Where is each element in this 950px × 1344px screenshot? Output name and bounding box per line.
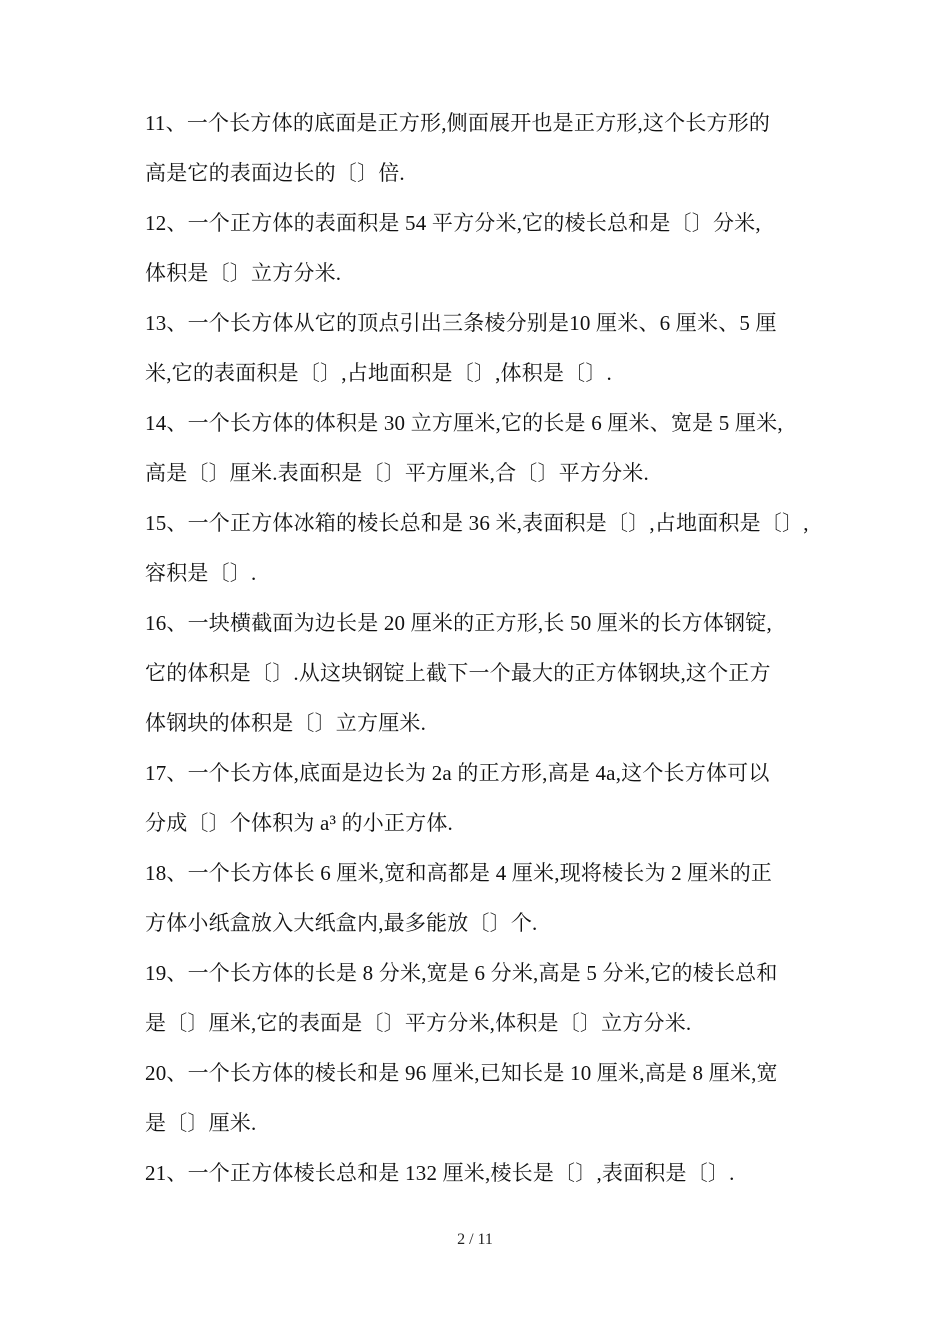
text-line: 是〔〕厘米,它的表面是〔〕平方分米,体积是〔〕立方分米. — [145, 1011, 692, 1035]
text-line: 是〔〕厘米. — [145, 1111, 257, 1135]
text-line: 15、一个正方体冰箱的棱长总和是 36 米,表面积是〔〕,占地面积是〔〕, — [145, 511, 809, 535]
text-line: 米,它的表面积是〔〕,占地面积是〔〕,体积是〔〕. — [145, 361, 612, 385]
text-line: 体积是〔〕立方分米. — [145, 261, 342, 285]
text-line: 17、一个长方体,底面是边长为 2a 的正方形,高是 4a,这个长方体可以 — [145, 761, 770, 785]
text-line: 它的体积是〔〕.从这块钢锭上截下一个最大的正方体钢块,这个正方 — [145, 661, 771, 685]
text-line: 18、一个长方体长 6 厘米,宽和高都是 4 厘米,现将棱长为 2 厘米的正 — [145, 861, 773, 885]
text-line: 12、一个正方体的表面积是 54 平方分米,它的棱长总和是〔〕分米, — [145, 211, 761, 235]
text-line: 容积是〔〕. — [145, 561, 257, 585]
text-line: 13、一个长方体从它的顶点引出三条棱分别是10 厘米、6 厘米、5 厘 — [145, 311, 777, 335]
page-number: 2 / 11 — [457, 1231, 493, 1248]
text-line: 19、一个长方体的长是 8 分米,宽是 6 分米,高是 5 分米,它的棱长总和 — [145, 961, 778, 985]
text-line: 高是〔〕厘米.表面积是〔〕平方厘米,合〔〕平方分米. — [145, 461, 649, 485]
text-line: 方体小纸盒放入大纸盒内,最多能放〔〕个. — [145, 911, 538, 935]
text-line: 高是它的表面边长的〔〕倍. — [145, 161, 405, 185]
text-line: 21、一个正方体棱长总和是 132 厘米,棱长是〔〕,表面积是〔〕. — [145, 1161, 735, 1185]
text-line: 14、一个长方体的体积是 30 立方厘米,它的长是 6 厘米、宽是 5 厘米, — [145, 411, 783, 435]
text-line: 16、一块横截面为边长是 20 厘米的正方形,长 50 厘米的长方体钢锭, — [145, 611, 772, 635]
text-line: 20、一个长方体的棱长和是 96 厘米,已知长是 10 厘米,高是 8 厘米,宽 — [145, 1061, 778, 1085]
problem-list — [145, 98, 815, 1198]
text-line: 分成〔〕个体积为 a³ 的小正方体. — [145, 811, 453, 835]
text-line: 体钢块的体积是〔〕立方厘米. — [145, 711, 427, 735]
text-line: 11、一个长方体的底面是正方形,侧面展开也是正方形,这个长方形的 — [145, 111, 771, 135]
